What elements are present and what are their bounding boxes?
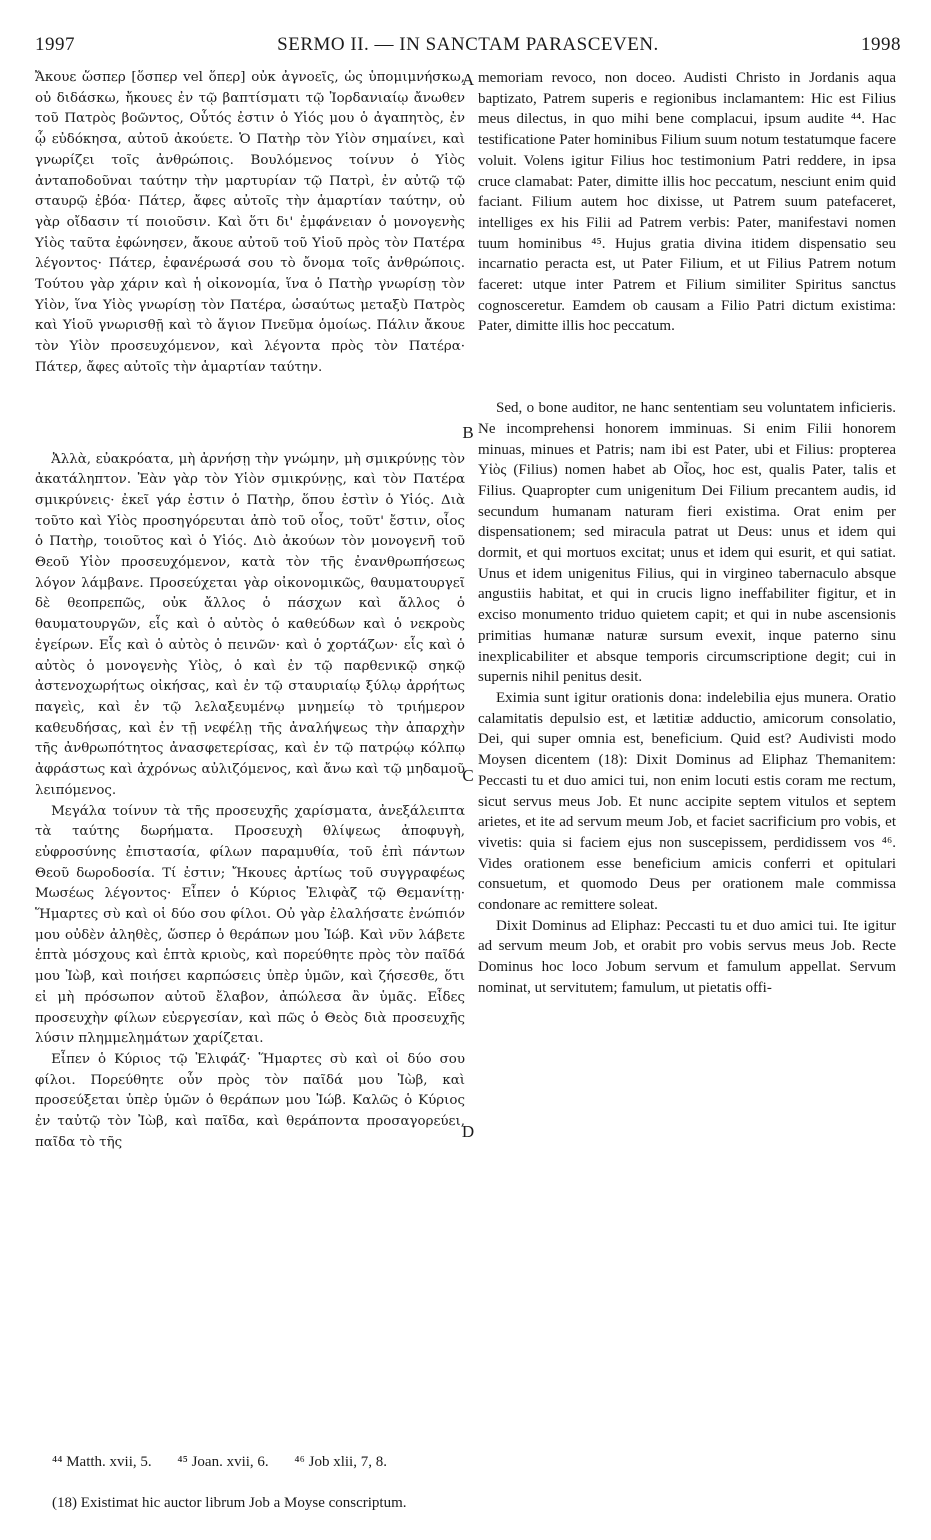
latin-column <box>478 68 896 999</box>
margin-letter-b: B <box>462 423 474 442</box>
footnote: ⁴⁶ Job xlii, 7, 8. <box>294 1454 387 1470</box>
greek-paragraph: Μεγάλα τοίνυν τὰ τῆς προσευχῆς χαρίσματα, ἀνεξάλειπτα τὰ ταύτης δωρήματα. Προσευχὴ θλίψεως ἀποφυγὴ, εὐφροσύνης ἐπιστασία, φίλων παραμυθία, τοῦ ἐπὶ πάντων Θεοῦ δωροδοσία. Τί ἐστιν; Ἤκουες ἀρτίως τοῦ συγγραφέως Μωσέως λέγοντος· Εἶπεν ὁ Κύριος Ἐλιφὰζ τῷ Θεμανίτῃ· Ἥμαρτες σὺ καὶ οἱ δύο σου φίλοι. Οὐ γὰρ ἐλαλήσατε ἐνώπιόν μου οὐδὲν ἀληθὲς, ὥσπερ ὁ θεράπων μου Ἰώβ. Καὶ νῦν λάβετε ἑπτὰ μόσχους καὶ ἑπτὰ κριοὺς, καὶ πορεύθητε πρὸς τὸν παῖδά μου Ἰὼβ, καὶ ποιήσει καρπώσεις ὑπὲρ ὑμῶν, καὶ ζήσεσθε, ὅτι εἰ μὴ πρόσωπον αὐτοῦ ἔλαβον, ἀπώλεσα ἂν ὑμᾶς. Εἶδες προσευχὴν φίλων εὐεργεσίαν, καὶ πῶς ὁ Θεὸς διὰ προσευχῆς λύσιν πλημμελημάτων χαρίζεται. <box>35 803 465 1047</box>
latin-paragraph: memoriam revoco, non doceo. Audisti Christo in Jordanis aqua baptizato, Patrem superis e regionibus inclamantem: Hic est Filius meus dilectus, in quo mihi bene complacui, ipsum audite ⁴⁴. Hac testificatione Pater hominibus Filium suum notum testatumque facere voluit. Volens igitur Filius hoc testimonium Patri reddere, in ipsa cruce clamabat: Pater, dimitte illis hoc peccatum, nesciunt enim quid faciant. Filium autem hoc dixisse, ut Patrem suum patefaceret, intelliges ex his Filii ad Patrem verbis: Pater, manifestavi nomen tuum hominibus ⁴⁵. Hujus gratia divina itidem dispensatio seu incarnatio peracta est, ut Pater Filium, et ut Filius Patrem notum faceret: utque inter Patrem et Filium similiter Spiritus sanctus cognosceretur. Eamdem ob causam a Filio Patri dictum existima: Pater, dimitte illis hoc peccatum. <box>478 70 896 335</box>
latin-paragraph: Dixit Dominus ad Eliphaz: Peccasti tu et duo amici tui. Ite igitur ad servum meum Job, et orabit pro vobis servus meus Job. Recte Dominus hoc loco Jobum servum et famulum appellat. Servum nominat, ut servitutem; famulum, ut pietatis offi- <box>478 917 896 996</box>
editor-note: (18) Existimat hic auctor librum Job a Moyse conscriptum. <box>52 1495 407 1511</box>
running-title: SERMO II. — IN SANCTAM PARASCEVEN. <box>277 34 659 55</box>
footnote: ⁴⁴ Matth. xvii, 5. <box>52 1454 152 1470</box>
margin-letter-c: C <box>462 766 474 785</box>
footnote: ⁴⁵ Joan. xvii, 6. <box>177 1454 269 1470</box>
running-header <box>35 34 901 64</box>
greek-paragraph: Εἶπεν ὁ Κύριος τῷ Ἐλιφάζ· Ἥμαρτες σὺ καὶ οἱ δύο σου φίλοι. Πορεύθητε οὖν πρὸς τὸν παῖδά μου Ἰὼβ, καὶ προσεύξεται ὑπὲρ ὑμῶν ὁ θεράπων μου Ἰώβ. Καλῶς ὁ Κύριος ἐν ταὐτῷ τὸν Ἰὼβ, καὶ παῖδα, καὶ θεράποντα προσαγορεύει, παῖδα τὸ τῆς <box>35 1051 465 1150</box>
margin-letter-a: A <box>461 70 475 89</box>
latin-paragraph: Eximia sunt igitur orationis dona: indelebilia ejus munera. Oratio calamitatis depulsio est, et lætitiæ adductio, amicorum consolatio, Dei, qui super omnia est, beneficium. Quid est? Audivisti modo Moysen dicentem (18): Dixit Dominus ad Eliphaz Themanitem: Peccasti tu et duo amici tui, non enim locuti estis coram me rectum, sicut servus meus Job. Et nunc accipite septem vitulos et septem arietes, et ite ad servum meum Job, et faciet sacrificium pro vobis, et vivetis: quia si faciem ejus non suscepissem, perdidissem vos ⁴⁶. Vides orationem esse beneficium amicis conferri et opitulari consuetum, et quomodo Deus per orationem male commissa condonare ac remittere soleat. <box>478 689 896 914</box>
margin-letter-d: D <box>461 1122 475 1141</box>
latin-paragraph: Sed, o bone auditor, ne hanc sententiam seu voluntatem inficieris. Ne incomprehensi honorem imminuas. Si enim Filii honorem minuas, minues et Patris; nam ibi est Pater, ubi et Filius: propterea Υἱὸς (Filius) nomen habet ab Οἷος, hoc est, qualis Pater, talis et Filius. Quapropter cum unigenitum Dei Filium precantem audis, id secundum humanam naturam fieri existima. Orat enim per dispensationem; sed miracula patrat ut Deus: unus et idem qui dormit, et qui mortuos excitat; unus et idem qui esurit, et qui satiat. Unus et idem unigenitus Filius, qui in virgineo tabernaculo absque angustiis habitat, et qui in crucis ligno ineffabiliter figitur, et in exciso monumento triduo quietem capit; et qui in nube ascensionis primitias humanæ naturæ sursum evexit, inque paterno sinu inexplicabiliter et absque temporis circumscriptione degit; cui in supernis nihil penitus desit. <box>478 400 896 686</box>
greek-paragraph: Ἀλλὰ, εὐακρόατα, μὴ ἀρνήσῃ τὴν γνώμην, μὴ σμικρύνῃς τὸν ἀκατάληπτον. Ἐὰν γὰρ τὸν Υἱὸν σμικρύνῃς, καὶ τὸν Πατέρα σμικρύνεις· ἐκεῖ γάρ ἐστιν ὁ Πατὴρ, ὅπου ἐστὶν ὁ Υἱός. Διὰ τοῦτο καὶ Υἱὸς προσηγόρευται ἀπὸ τοῦ οἷος, τοῦτ' ἔστιν, οἷος ὁ Πατὴρ, τοιοῦτος καὶ ὁ Υἱός. Διὸ ἀκούων τὸν μονογενῆ τοῦ Θεοῦ Υἱὸν προσευχόμενον, κατὰ τὸν τῆς ἐνανθρωπήσεως λόγον λάμβανε. Προσεύχεται γὰρ οἰκονομικῶς, θαυματουργεῖ δὲ θεοπρεπῶς, οὐκ ἄλλος ὁ πάσχων καὶ ἄλλος ὁ θαυματουργῶν, εἷς καὶ ὁ αὐτὸς ὁ καθεύδων καὶ ὁ νεκροὺς ἐγείρων. Εἷς καὶ ὁ αὐτὸς ὁ πεινῶν· καὶ ὁ χορτάζων· εἷς καὶ ὁ αὐτὸς ὁ μονογενὴς Υἱὸς, ὁ καὶ ἐν τῷ παρθενικῷ σηκῷ ἀστενοχωρήτως οἰκήσας, καὶ ἐν τῷ σταυριαίῳ ξύλῳ ἀρρήτως παγεὶς, καὶ ἐν τῷ λελαξευμένῳ μνημείῳ τὸ τριήμερον καθευδήσας, καὶ ἐν τῇ νεφέλῃ τῆς ἀναλήψεως τὴν ἀπαρχὴν τῆς ἀνθρωπότητος ἀνασφετερίσας, καὶ ἐν τῷ πατρῴῳ κόλπῳ ἀφράστως καὶ ἀχρόνως αὐλιζόμενος, καὶ ἄνω καὶ τῷ μηδαμοῦ λειπόμενος. <box>35 451 465 798</box>
page-number-right: 1998 <box>861 34 901 55</box>
scripture-footnotes <box>52 1452 901 1472</box>
greek-column <box>35 68 465 1153</box>
page-number-left: 1997 <box>35 34 75 55</box>
greek-paragraph: Ἄκουε ὥσπερ [ὅσπερ vel ὅπερ] οὐκ ἀγνοεῖς, ὡς ὑπομιμνήσκω, οὐ διδάσκω, ἤκουες ἐν τῷ βαπτίσματι τῷ Ἰορδανιαίῳ ἄνωθεν τοῦ Πατρὸς βοῶντος, Οὗτός ἐστιν ὁ Υἱός μου ὁ ἀγαπητὸς, ἐν ᾧ εὐδόκησα, αὐτοῦ ἀκούετε. Ὁ Πατὴρ τὸν Υἱὸν σημαίνει, καὶ γνωρίζει τοῖς ἀνθρώποις. Βουλόμενος τοίνυν ὁ Υἱὸς ἀνταποδοῦναι ταύτην τὴν μαρτυρίαν τῷ Πατρὶ, ἐν αὐτῷ τῷ σταυρῷ ἐβόα· Πάτερ, ἄφες αὐτοῖς τὴν ἁμαρτίαν ταύτην, οὐ γὰρ οἴδασιν τί ποιοῦσιν. Καὶ ὅτι δι' ἐμφάνειαν ὁ μονογενὴς Υἱὸς ταῦτα ἐφώνησεν, ἄκουε αὐτοῦ τοῦ Υἱοῦ πρὸς τὸν Πατέρα λέγοντος· Πάτερ, ἐφανέρωσά σου τὸ ὄνομα τοῖς ἀνθρώποις. Τούτου γὰρ χάριν καὶ ἡ οἰκονομία, ἵνα ὁ Πατὴρ γνωρίσῃ τὸν Υἱὸν, ἵνα Υἱὸς γνωρίσῃ τὸν Πατέρα, ὡσαύτως μεταξὺ Πατρὸς καὶ Υἱοῦ γνωρισθῇ καὶ τὸ ἅγιον Πνεῦμα ὁμοίως. Πάλιν ἄκουε τὸν Υἱὸν προσευχόμενον, καὶ λέγοντα πρὸς τὸν Πατέρα· Πάτερ, ἄφες αὐτοῖς τὴν ἁμαρτίαν ταύτην. <box>35 70 465 375</box>
